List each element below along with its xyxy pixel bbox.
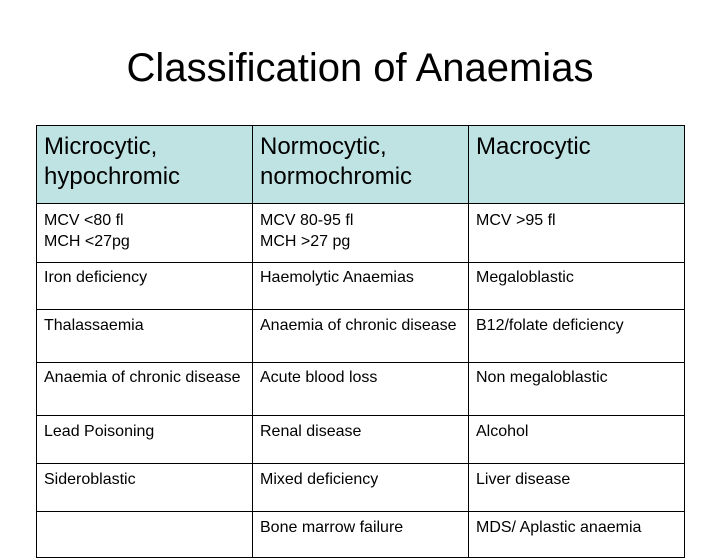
table-row [37,204,685,263]
table-row [37,363,685,416]
table-row [37,464,685,512]
table-cell: MDS/ Aplastic anaemia [469,512,685,558]
table-cell: Liver disease [469,464,685,512]
table-cell: Haemolytic Anaemias [253,263,469,310]
table-cell: Mixed deficiency [253,464,469,512]
column-header-normocytic: Normocytic, normochromic [253,126,469,204]
column-header-macrocytic: Macrocytic [469,126,685,204]
table-cell: Lead Poisoning [37,416,253,464]
mch-value: MCH >27 pg [260,233,351,250]
mcv-microcytic-cell [37,204,253,263]
table-cell: Bone marrow failure [253,512,469,558]
table-cell: Non megaloblastic [469,363,685,416]
table-cell-empty [37,512,253,558]
table-cell: Renal disease [253,416,469,464]
mcv-value: MCV <80 fl [44,212,124,229]
table-cell: Anaemia of chronic disease [37,363,253,416]
table-cell: Anaemia of chronic disease [253,310,469,363]
table-cell: Thalassaemia [37,310,253,363]
table-cell: Iron deficiency [37,263,253,310]
table-cell: Alcohol [469,416,685,464]
table-cell: Sideroblastic [37,464,253,512]
table-row [37,512,685,558]
mcv-normocytic-cell [253,204,469,263]
table-cell: B12/folate deficiency [469,310,685,363]
column-header-microcytic: Microcytic, hypochromic [37,126,253,204]
mch-value: MCH <27pg [44,233,130,250]
mcv-macrocytic-cell [469,204,685,263]
table-cell: Megaloblastic [469,263,685,310]
page-title: Classification of Anaemias [126,46,594,90]
table-header-row [37,126,685,204]
mcv-value: MCV 80-95 fl [260,212,354,229]
table-cell: Acute blood loss [253,363,469,416]
table-row [37,416,685,464]
table-row [37,263,685,310]
mcv-value: MCV >95 fl [476,212,556,229]
table-row [37,310,685,363]
anaemia-classification-table [36,125,685,558]
